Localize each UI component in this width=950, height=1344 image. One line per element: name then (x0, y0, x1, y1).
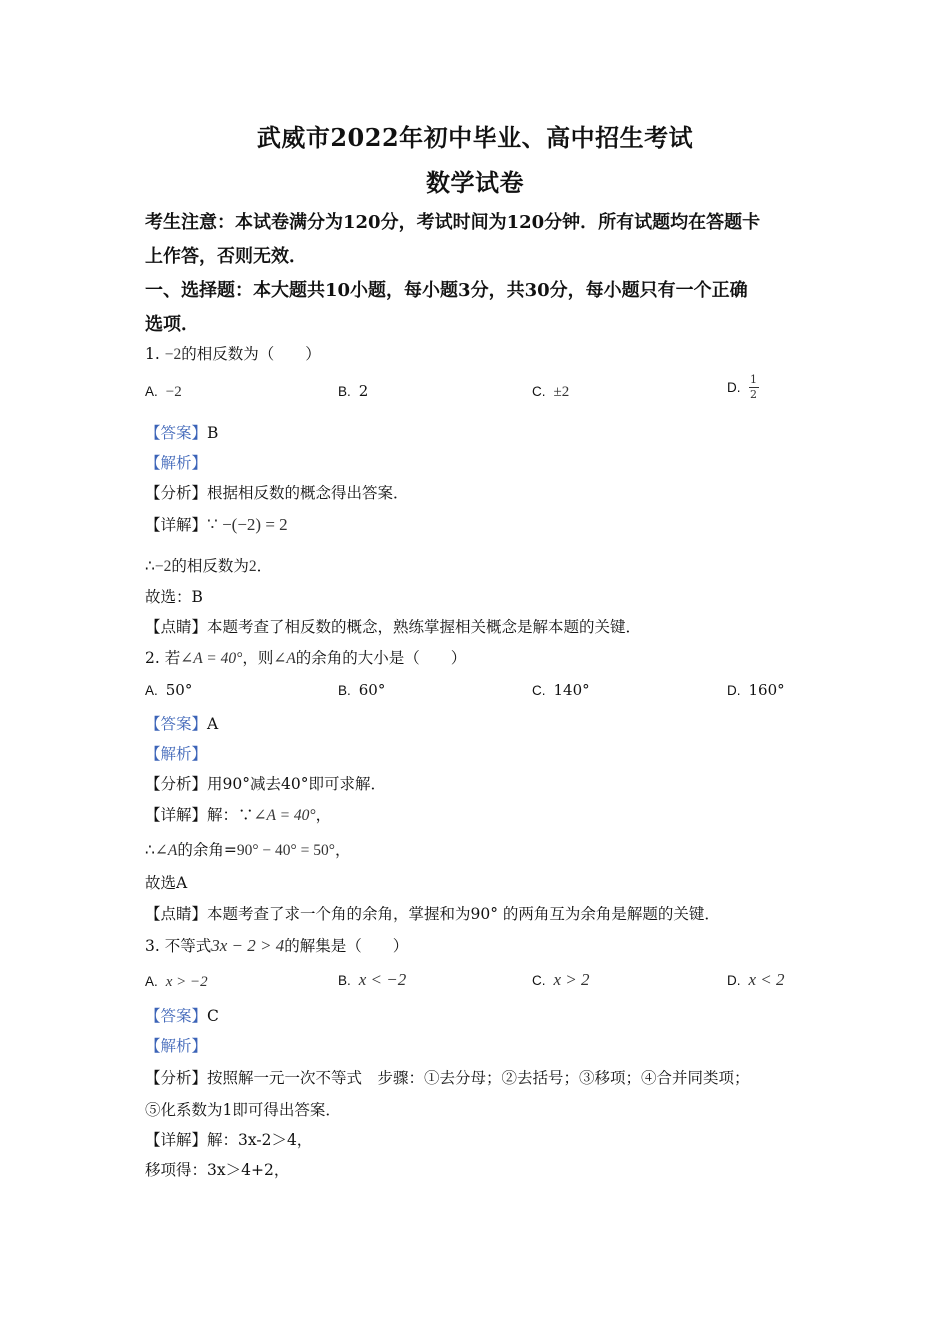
therefore-math-1: ∠A (154, 842, 178, 859)
detail-text-a: 解：∵ (207, 806, 254, 824)
analysis-text: 按照解一元一次不等式 步骤：①去分母；②去括号；③移项；④合并同类项； (207, 1069, 750, 1087)
answer-value: B (207, 424, 219, 442)
option-key: C. (532, 384, 546, 399)
comment-tag: 【点睛】 (145, 905, 208, 923)
q2-stem-text-b: ，则 (242, 649, 274, 667)
q3-stem-math: 3x − 2 > 4 (211, 936, 285, 955)
detail-tag: 【详解】 (145, 516, 208, 534)
q3-jiexi-tag: 【解析】 (145, 1037, 208, 1055)
q1-stem (145, 342, 321, 364)
option-key: D. (727, 973, 741, 988)
therefore-math-1: −2 (154, 558, 172, 575)
q2-therefore (145, 838, 350, 860)
analysis-tag: 【分析】 (145, 775, 208, 793)
q2-answer (145, 712, 218, 734)
analysis-tag: 【分析】 (145, 1069, 208, 1087)
q2-jiexi-tag: 【解析】 (145, 745, 208, 763)
answer-value: C (207, 1007, 219, 1025)
option-value: 50° (165, 681, 193, 699)
exam-subtitle: 数学试卷 (426, 168, 524, 197)
option-value: x > 2 (553, 970, 590, 989)
q1-option-c (532, 382, 569, 401)
q2-choice: 故选A (145, 874, 188, 892)
q2-stem-math-2: ∠A (273, 650, 296, 667)
option-value: 160° (748, 681, 785, 699)
q2-stem (145, 646, 466, 668)
q1-option-d (727, 374, 759, 401)
option-value: x < −2 (358, 970, 407, 989)
therefore-text: 的相反数为 (171, 557, 249, 575)
q3-stem-text-b: 的解集是（ ） (284, 937, 409, 955)
q1-jiexi-tag: 【解析】 (145, 454, 208, 472)
q2-stem-math-1: ∠A = 40° (180, 650, 243, 667)
q2-option-c (532, 681, 590, 699)
q2-option-d (727, 681, 785, 699)
option-value: 2 (358, 382, 369, 400)
section-heading-line-1: 一、选择题：本大题共10小题，每小题3分，共30分，每小题只有一个正确 (145, 280, 748, 301)
notice-line-1: 考生注意：本试卷满分为120分，考试时间为120分钟．所有试题均在答题卡 (145, 212, 761, 233)
therefore-symbol: ∴ (145, 841, 155, 859)
q2-stem-text-c: 的余角的大小是（ ） (295, 649, 467, 667)
notice-line-2: 上作答，否则无效． (145, 246, 307, 267)
q3-detail (145, 1128, 312, 1150)
answer-tag: 【答案】 (145, 424, 208, 442)
q1-answer (145, 421, 218, 443)
q1-option-b (338, 382, 368, 400)
option-value: 140° (553, 681, 590, 699)
answer-tag: 【答案】 (145, 1007, 208, 1025)
q3-option-d (727, 970, 785, 990)
option-key: A. (145, 974, 158, 989)
q1-therefore (145, 554, 272, 576)
detail-text: 解：3x-2＞4， (207, 1131, 313, 1149)
q3-option-a (145, 972, 208, 991)
q3-analysis-line-1 (145, 1066, 750, 1088)
q2-comment (145, 902, 720, 924)
option-value: −2 (165, 384, 182, 400)
q3-transpose-step: 移项得：3x＞4+2， (145, 1161, 290, 1179)
option-key: B. (338, 973, 351, 988)
analysis-text: 用90°减去40°即可求解． (207, 775, 386, 793)
comment-text: 本题考查了相反数的概念，熟练掌握相关概念是解本题的关键． (207, 618, 642, 636)
q3-analysis-line-2: ⑤化系数为1即可得出答案． (145, 1101, 341, 1119)
detail-tag: 【详解】 (145, 806, 208, 824)
q1-number: 1. (145, 345, 160, 363)
q1-stem-math: −2 (164, 346, 182, 363)
q2-option-b (338, 681, 385, 699)
option-key: C. (532, 973, 546, 988)
option-value: x < 2 (748, 970, 785, 989)
fraction-denominator: 2 (750, 388, 757, 401)
option-key: B. (338, 384, 351, 399)
option-value: ±2 (553, 384, 570, 400)
option-key: C. (532, 683, 546, 698)
option-key: D. (727, 683, 741, 698)
comment-tag: 【点睛】 (145, 618, 208, 636)
q3-option-b (338, 970, 406, 990)
analysis-text: 根据相反数的概念得出答案． (207, 484, 409, 502)
q2-detail (145, 803, 331, 825)
therefore-math-2: 2 (248, 558, 257, 575)
q3-option-c (532, 970, 590, 990)
answer-tag: 【答案】 (145, 715, 208, 733)
detail-text-b: ， (315, 806, 332, 824)
answer-value: A (207, 715, 219, 733)
q2-analysis (145, 772, 386, 794)
q1-choice: 故选：B (145, 588, 203, 606)
q1-comment (145, 615, 641, 637)
q1-stem-text: 的相反数为（ ） (181, 345, 321, 363)
therefore-end: ， (334, 841, 351, 859)
q1-option-a (145, 382, 182, 401)
q1-detail (145, 513, 288, 535)
detail-tag: 【详解】 (145, 1131, 208, 1149)
q2-option-a (145, 681, 192, 699)
q3-stem (145, 934, 408, 956)
comment-text: 本题考查了求一个角的余角，掌握和为90° 的两角互为余角是解题的关键． (207, 905, 720, 923)
q3-stem-text-a: 3. 不等式 (145, 937, 212, 955)
fraction (749, 374, 759, 401)
detail-math: ∵ −(−2) = 2 (207, 515, 288, 534)
analysis-tag: 【分析】 (145, 484, 208, 502)
option-key: D. (727, 379, 741, 395)
therefore-text: 的余角= (177, 841, 237, 859)
detail-math: ∠A = 40° (253, 807, 316, 824)
therefore-symbol: ∴ (145, 557, 155, 575)
fraction-numerator: 1 (750, 373, 757, 386)
q2-stem-text-a: 2. 若 (145, 649, 181, 667)
exam-title: 武威市2022年初中毕业、高中招生考试 (256, 123, 694, 152)
option-value: 60° (358, 681, 386, 699)
therefore-end: ． (256, 557, 273, 575)
option-value: x > −2 (165, 974, 208, 990)
option-key: B. (338, 683, 351, 698)
option-key: A. (145, 384, 158, 399)
option-key: A. (145, 683, 158, 698)
section-heading-line-2: 选项． (145, 314, 199, 335)
q3-answer (145, 1004, 219, 1026)
therefore-math-2: 90° − 40° = 50° (236, 842, 335, 859)
q1-analysis (145, 481, 409, 503)
